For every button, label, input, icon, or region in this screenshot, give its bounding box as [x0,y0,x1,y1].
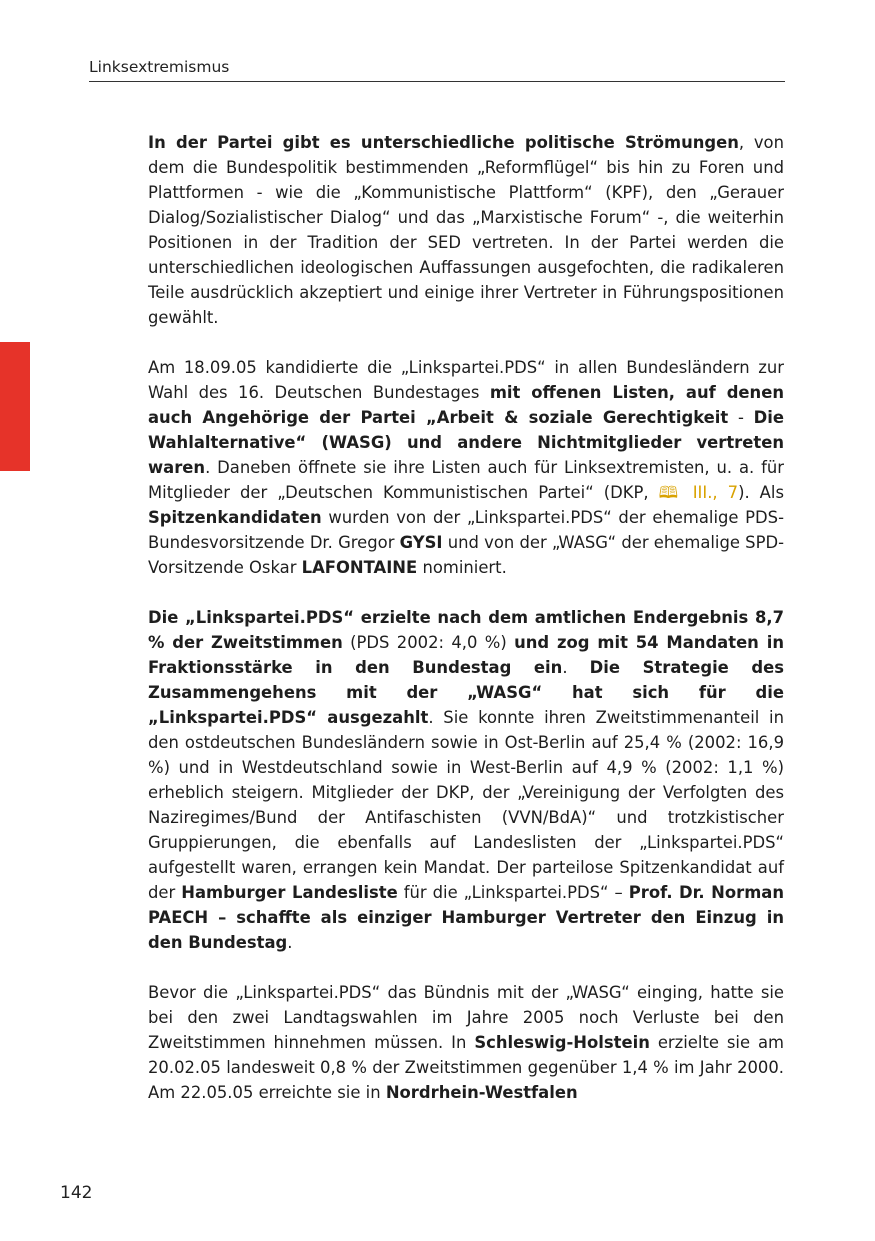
chapter-side-tab [0,342,30,471]
text-run: Bevor die „Linkspartei.PDS“ das Bündnis mit der „WASG“ einging, hatte sie bei den zwei Landtagswahlen im Jahre 2005 noch Verluste bei den Zweitstimmen hinnehmen müssen. In [148,983,784,1052]
bold-text: und zog mit 54 Mandaten in Fraktionsstärke in den Bundestag ein [148,633,784,677]
bold-text: Die Wahlalternative“ (WASG) und andere Nichtmitglieder vertreten waren [148,408,784,477]
bold-text: Schleswig-Holstein [474,1033,650,1052]
page-number: 142 [60,1183,93,1203]
bold-text: LAFONTAINE [301,558,418,577]
body-text [148,130,784,1130]
paragraph [148,355,784,580]
running-header: Linksextremismus [89,58,785,82]
bold-text: Spitzenkandidaten [148,508,322,527]
text-run: Am 18.09.05 kandidierte die „Linkspartei.PDS“ in allen Bundesländern zur Wahl des 16. Deutschen Bundestages [148,358,784,402]
paragraph [148,980,784,1105]
text-run: und von der „WASG“ der ehemalige SPD-Vorsitzende Oskar [148,533,784,577]
text-run: , von dem die Bundespolitik bestimmenden „Reformflügel“ bis hin zu Foren und Plattformen - wie die „Kommunistische Plattform“ (KPF), den „Gerauer Dialog/Sozialistischer Dialog“ und das „Marxistische Forum“ -, die weiterhin Positionen in der Tradition der SED vertreten. In der Partei werden die unterschiedlichen ideologischen Auffassungen ausgefochten, die radikaleren Teile ausdrücklich akzeptiert und einige ihrer Vertreter in Führungspositionen gewählt. [148,133,784,327]
text-run: ). Als [738,483,784,502]
bold-text: Die Strategie des Zusammengehens mit der „WASG“ hat sich für die „Linkspartei.PDS“ ausgezahlt [148,658,785,727]
cross-reference-link[interactable]: 🕮 III., 7 [658,483,739,502]
text-run: wurden von der „Linkspartei.PDS“ der ehemalige PDS-Bundesvorsitzende Dr. Gregor [148,508,784,552]
text-run: . Daneben öffnete sie ihre Listen auch für Linksextremisten, u. a. für Mitglieder der „Deutschen Kommunistischen Partei“ (DKP, [148,458,784,502]
bold-text: Prof. Dr. Norman PAECH – schaffte als einziger Hamburger Vertreter den Einzug in den Bundestag [148,883,785,952]
text-run: . [562,658,590,677]
bold-text: In der Partei gibt es unterschiedliche politische Strömungen [148,133,739,152]
bold-text: Hamburger Landesliste [181,883,398,902]
text-run: (PDS 2002: 4,0 %) [342,633,515,652]
text-run: für die „Linkspartei.PDS“ – [397,883,629,902]
text-run: - [728,408,754,427]
text-run: erzielte sie am 20.02.05 landesweit 0,8 % der Zweitstimmen gegenüber 1,4 % im Jahr 2000. Am 22.05.05 erreichte sie in [148,1033,784,1102]
bold-text: GYSI [399,533,443,552]
bold-text: Die „Linkspartei.PDS“ erzielte nach dem amtlichen Endergebnis 8,7 % der Zweitstimmen [148,608,784,652]
text-run: . [287,933,293,952]
text-run: . Sie konnte ihren Zweitstimmenanteil in den ostdeutschen Bundesländern sowie in Ost-Berlin auf 25,4 % (2002: 16,9 %) und in Westdeutschland sowie in West-Berlin auf 4,9 % (2002: 1,1 %) erheblich steigern. Mitglieder der DKP, der „Vereinigung der Verfolgten des Naziregimes/Bund der Antifaschisten (VVN/BdA)“ und trotzkistischer Gruppierungen, die ebenfalls auf Landeslisten der „Linkspartei.PDS“ aufgestellt waren, errangen kein Mandat. Der parteilose Spitzenkandidat auf der [148,708,784,902]
text-run: nominiert. [417,558,507,577]
paragraph [148,605,784,955]
bold-text: mit offenen Listen, auf denen auch Angehörige der Partei „Arbeit & soziale Gerechtigkeit [148,383,784,427]
paragraph [148,130,784,330]
bold-text: Nordrhein-Westfalen [385,1083,578,1102]
